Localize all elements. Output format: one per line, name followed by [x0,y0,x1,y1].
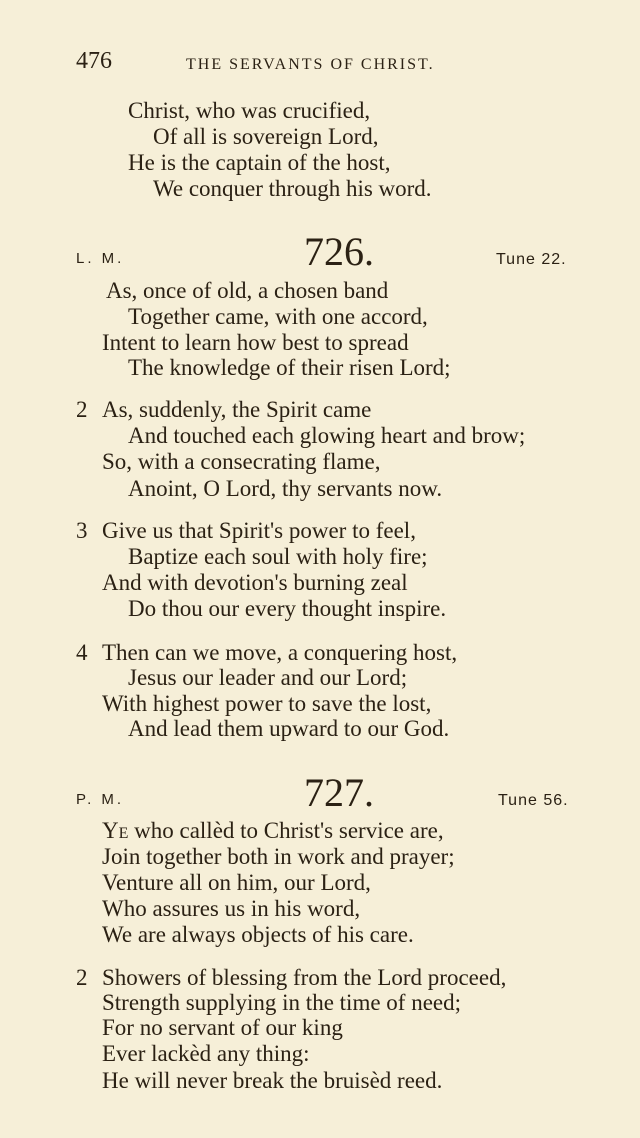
opening-line: Of all is sovereign Lord, [153,124,379,149]
verse-number: 4 [76,640,88,665]
hymn-tune: Tune 22. [496,251,567,268]
first-line-rest: who callèd to Christ's service are, [128,818,444,843]
verse-line: Venture all on him, our Lord, [102,870,371,895]
verse-line: And lead them upward to our God. [128,716,450,741]
verse-line: Intent to learn how best to spread [102,330,409,355]
verse-line: As, suddenly, the Spirit came [102,397,372,422]
verse-number: 3 [76,518,88,543]
verse-line: Do thou our every thought inspire. [128,596,447,621]
verse-line: Who assures us in his word, [102,896,361,921]
verse-line: Baptize each soul with holy fire; [128,544,428,569]
opening-line: Christ, who was crucified, [128,98,371,123]
verse-line: Join together both in work and prayer; [102,844,455,869]
verse-line: Give us that Spirit's power to feel, [102,518,416,543]
verse-line: With highest power to save the lost, [102,691,432,716]
verse-line: For no servant of our king [102,1015,343,1040]
verse-first-line [102,818,444,844]
page-number: 476 [76,48,112,74]
verse-line: And with devotion's burning zeal [102,570,408,595]
hymn-number: 726. [304,229,374,274]
verse-line: So, with a consecrating flame, [102,449,381,474]
verse-line: Then can we move, a conquering host, [102,640,458,665]
hymn-tune: Tune 56. [498,792,569,809]
verse-number: 2 [76,965,88,990]
verse-line: Showers of blessing from the Lord proceed, [102,965,507,990]
verse-line: He will never break the bruisèd reed. [102,1068,443,1093]
verse-line: Ever lackèd any thing: [102,1041,310,1066]
hymn-meter: L. M. [76,250,125,267]
hymn-meter: P. M. [76,791,125,808]
verse-line: As, once of old, a chosen band [106,278,389,303]
verse-number: 2 [76,397,88,422]
running-title: THE SERVANTS OF CHRIST. [186,56,435,73]
hymn-number: 727. [304,770,374,815]
verse-line: Anoint, O Lord, thy servants now. [128,476,443,501]
verse-line: And touched each glowing heart and brow; [128,423,526,448]
verse-line: The knowledge of their risen Lord; [128,355,451,380]
opening-line: He is the captain of the host, [128,150,391,175]
verse-line: Jesus our leader and our Lord; [128,665,408,690]
verse-line: We are always objects of his care. [102,922,414,947]
verse-line: Together came, with one accord, [128,304,428,329]
opening-line: We conquer through his word. [153,176,432,201]
verse-line: Strength supplying in the time of need; [102,990,462,1015]
first-word-caps: Ye [102,818,129,843]
